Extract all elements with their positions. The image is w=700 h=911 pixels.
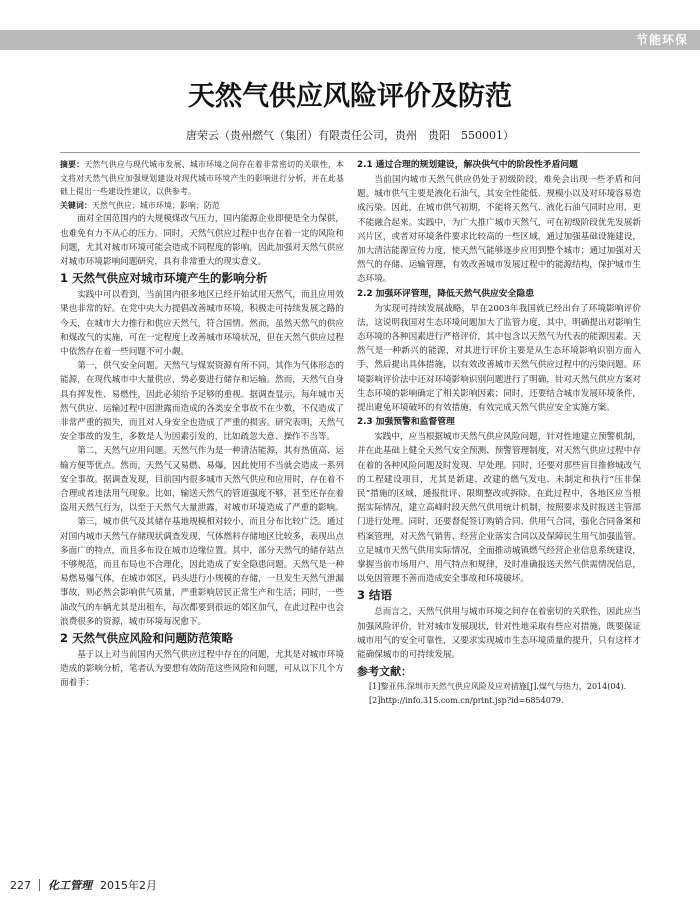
section-1-heading: 1 天然气供应对城市环境产生的影响分析 bbox=[60, 271, 268, 286]
subsection-2-3-text: 实践中，应当根据城市天然气供应风险问题，针对性地建立预警机制，并在此基础上健全天然气安全预测、预警管理制度，对天然气供应过程中存在着的各种风险问题及时发现、早处理。同时，还要对那些盲目推修城改气的工程建设项目，尤其是新建、改建的燃气发电、未制定和执行“压非保民”措施的区域，通报批评、限期整改或拆除。在此过程中，各地区应当根据实际情况，建立高峰时段天然气供用统计机制，按照要求及时报送主管部门进行处理。同时，还要督促签订购销合同、供用气合同，强化合同备案和档案管理，对天然气销售、经营企业落实合同以及保障民生用气加强监管。立足城市天然气供用实际情况，全面推动城镇燃气经营企业信息系统建设，掌握当前市场用户、用气特点和规律，及时准确报送天然气供需情况信息，以免因管理不善而造成安全事故和环境破坏。 bbox=[357, 432, 641, 585]
section-1-paragraph: 第一，供气安全问题。天然气与煤炭资源有所不同，其作为气体形态的能源，在现代城市中大量供应，势必要进行储存和运输。然而，天然气自身具有挥发性、易燃性，因此必须给予足够的重视。据调查显示，每年城市天然气供应、运输过程中因泄露而造成的各类安全事故不在少数，不仅造成了非常严重的损失，而且对人身安全也造成了严重的损害。研究表明，天然气安全事故的发生，多数是人为因素引发的，比如疏忽大意、操作不当等。 bbox=[60, 361, 344, 443]
subsection-2-3-heading: 2.3 加强预警和监督管理 bbox=[357, 417, 455, 428]
author-line: 唐荣云（贵州燃气（集团）有限责任公司，贵州 贵阳 550001） bbox=[186, 129, 514, 142]
section-3-heading: 3 结语 bbox=[357, 588, 393, 603]
section-tag: 节能环保 bbox=[635, 33, 688, 47]
subsection-2-1-text: 当前国内城市天然气供应仍处于初级阶段，难免会出现一些矛盾和问题。城市供气主要是液化石油气，其安全性能低、规模小以及对环境容易造成污染。因此，在城市供气初期，不能将天然气、液化石油气同时应用，更不能融合起来。实践中，为广大推广城市天然气，可在初级阶段优先发展新兴片区，或者对环境条件要求比较高的一些区域，通过加强基础设施建设，加大清洁能源宣传力度，使天然气能够逐步应用到整个城市；通过加强对天然气的存储、运输管理，有效改善城市发展过程中的能源结构，保护城市生态环境。 bbox=[357, 175, 641, 285]
keywords-label: 关键词： bbox=[60, 200, 92, 210]
abstract bbox=[60, 158, 344, 199]
footer-separator bbox=[39, 879, 40, 891]
reference-item: [2]http://info.315.com.cn/print.jsp?id=6854079. bbox=[369, 696, 564, 706]
left-column bbox=[60, 158, 344, 876]
references-title: 参考文献： bbox=[357, 665, 412, 679]
page-number: 227 bbox=[10, 878, 31, 892]
intro-paragraph: 面对全国范围内的大规模煤改气压力，国内能源企业即便是全力保供，也难免有力不从心的压力。同时，天然气供应过程中也存在着一定的风险和问题，尤其对城市环境可能会造成不同程度的影响，因此加强对天然气供应对城市环境影响问题研究，具有非常重大的现实意义。 bbox=[60, 214, 344, 267]
title-divider bbox=[60, 152, 640, 153]
subsection-2-1-heading: 2.1 通过合理的规划建设，解决供气中的阶段性矛盾问题 bbox=[357, 160, 578, 170]
abstract-text: 天然气供应与现代城市发展、城市环境之间存在着非常密切的关联性，本文将对天然气供应加强规划建设对现代城市环境产生的影响进行分析，并在此基础上提出一些建设性建议，以供参考。 bbox=[60, 160, 344, 197]
keywords bbox=[60, 199, 344, 213]
right-column bbox=[357, 158, 641, 876]
article-title: 天然气供应风险评价及防范 bbox=[188, 81, 512, 112]
reference-item: [1]黎亚伟.深圳市天然气供应风险及应对措施[J].煤气与热力，2014(04). bbox=[369, 682, 627, 692]
section-1-paragraph: 第三，城市供气及其储存基地规模相对较小，而且分布比较广泛。通过对国内城市天然气存储现状调查发现，气体燃料存储地区比较多，表现出点多面广的特点，而且多布设在城市边缘位置。其中，部分天然气的储存站点不够规范，而且布局也不合理化，因此造成了安全隐患问题。天然气是一种易燃易爆气体，在城市郊区，码头进行小规模的存储，一旦发生天然气泄漏事故，则必然会影响供气质量，严重影响居民正常生产和生活；同时，一些油改气的车辆尤其是出租车，每次都要到很远的郊区加气，在此过程中也会浪费很多的资源，城市环境每况愈下。 bbox=[60, 517, 344, 627]
page-footer bbox=[10, 877, 157, 893]
section-1-paragraph: 实践中可以看到，当前国内很多地区已经开始试用天然气，而且应用效果也非常的好。在党中央大力提倡改善城市环境，积极走可持续发展之路的今天，在城市大力推行和供应天然气，符合国情。然而，虽然天然气的供应和煤改气的实施，可在一定程度上改善城市环境状况，但在天然气供应过程中依然存在着一些问题不可小觑。 bbox=[60, 290, 344, 357]
abstract-label: 摘要： bbox=[60, 160, 85, 169]
keywords-text: 天然气供应；城市环境；影响；防范 bbox=[92, 200, 220, 210]
section-1-paragraph: 第二，天然气应用问题。天然气作为是一种清洁能源，其有热值高、运输方便等优点。然而，天然气又易燃、易爆，因此使用不当就会造成一系列安全事故。据调查发现，目前国内很多城市天然气供应和应用时，存在着不合理或者违法用气现象。比如，输送天然气的管道强度不够，甚至还存在着盗用天然气行为，以至于天然气大量泄露，对城市环境造成了严重的影响。 bbox=[60, 446, 344, 514]
section-2-heading: 2 天然气供应风险和问题防范策略 bbox=[60, 631, 234, 646]
subsection-2-2-text: 为实现可持续发展战略，早在2003年我国就已经出台了环境影响评价法，这说明我国对生态环境问题加大了监管力度，其中，明确提出对影响生态环境的各种因素进行严格评价，其中包含以天然气为代表的能源因素。天然气是一种新兴的能源，对其进行评价主要是从生态环境影响识别方面入手，然后提出具体措施，以有效改善城市天然气供应过程中的污染问题。环境影响评价法中还对环境影响识别问题进行了明确，针对天然气供应方案对生态环境的影响确定了相关影响因素；同时，还要结合城市发展环境条件，提出避免环境破坏的有效措施，有效完成天然气供应安全实施方案。 bbox=[357, 303, 641, 414]
section-3-text: 总而言之，天然气供用与城市环境之间存在着密切的关联性，因此应当加强风险评价，针对城市发展现状，针对性地采取有些应对措施，既要保证城市用气的安全可靠性，又要求实现城市生态环境质量的提升，只有这样才能确保城市的可持续发展。 bbox=[357, 607, 641, 661]
subsection-2-2-heading: 2.2 加强环评管理，降低天然气供应安全隐患 bbox=[357, 288, 534, 299]
journal-name: 化工管理 bbox=[48, 879, 92, 892]
issue-date: 2015年2月 bbox=[100, 879, 157, 892]
section-2-intro: 基于以上对当前国内天然气供应过程中存在的问题，尤其是对城市环境造成的影响分析，笔者认为要想有效防范这些风险和问题，可从以下几个方面着手： bbox=[60, 650, 344, 689]
section-tag-bar bbox=[0, 30, 700, 50]
